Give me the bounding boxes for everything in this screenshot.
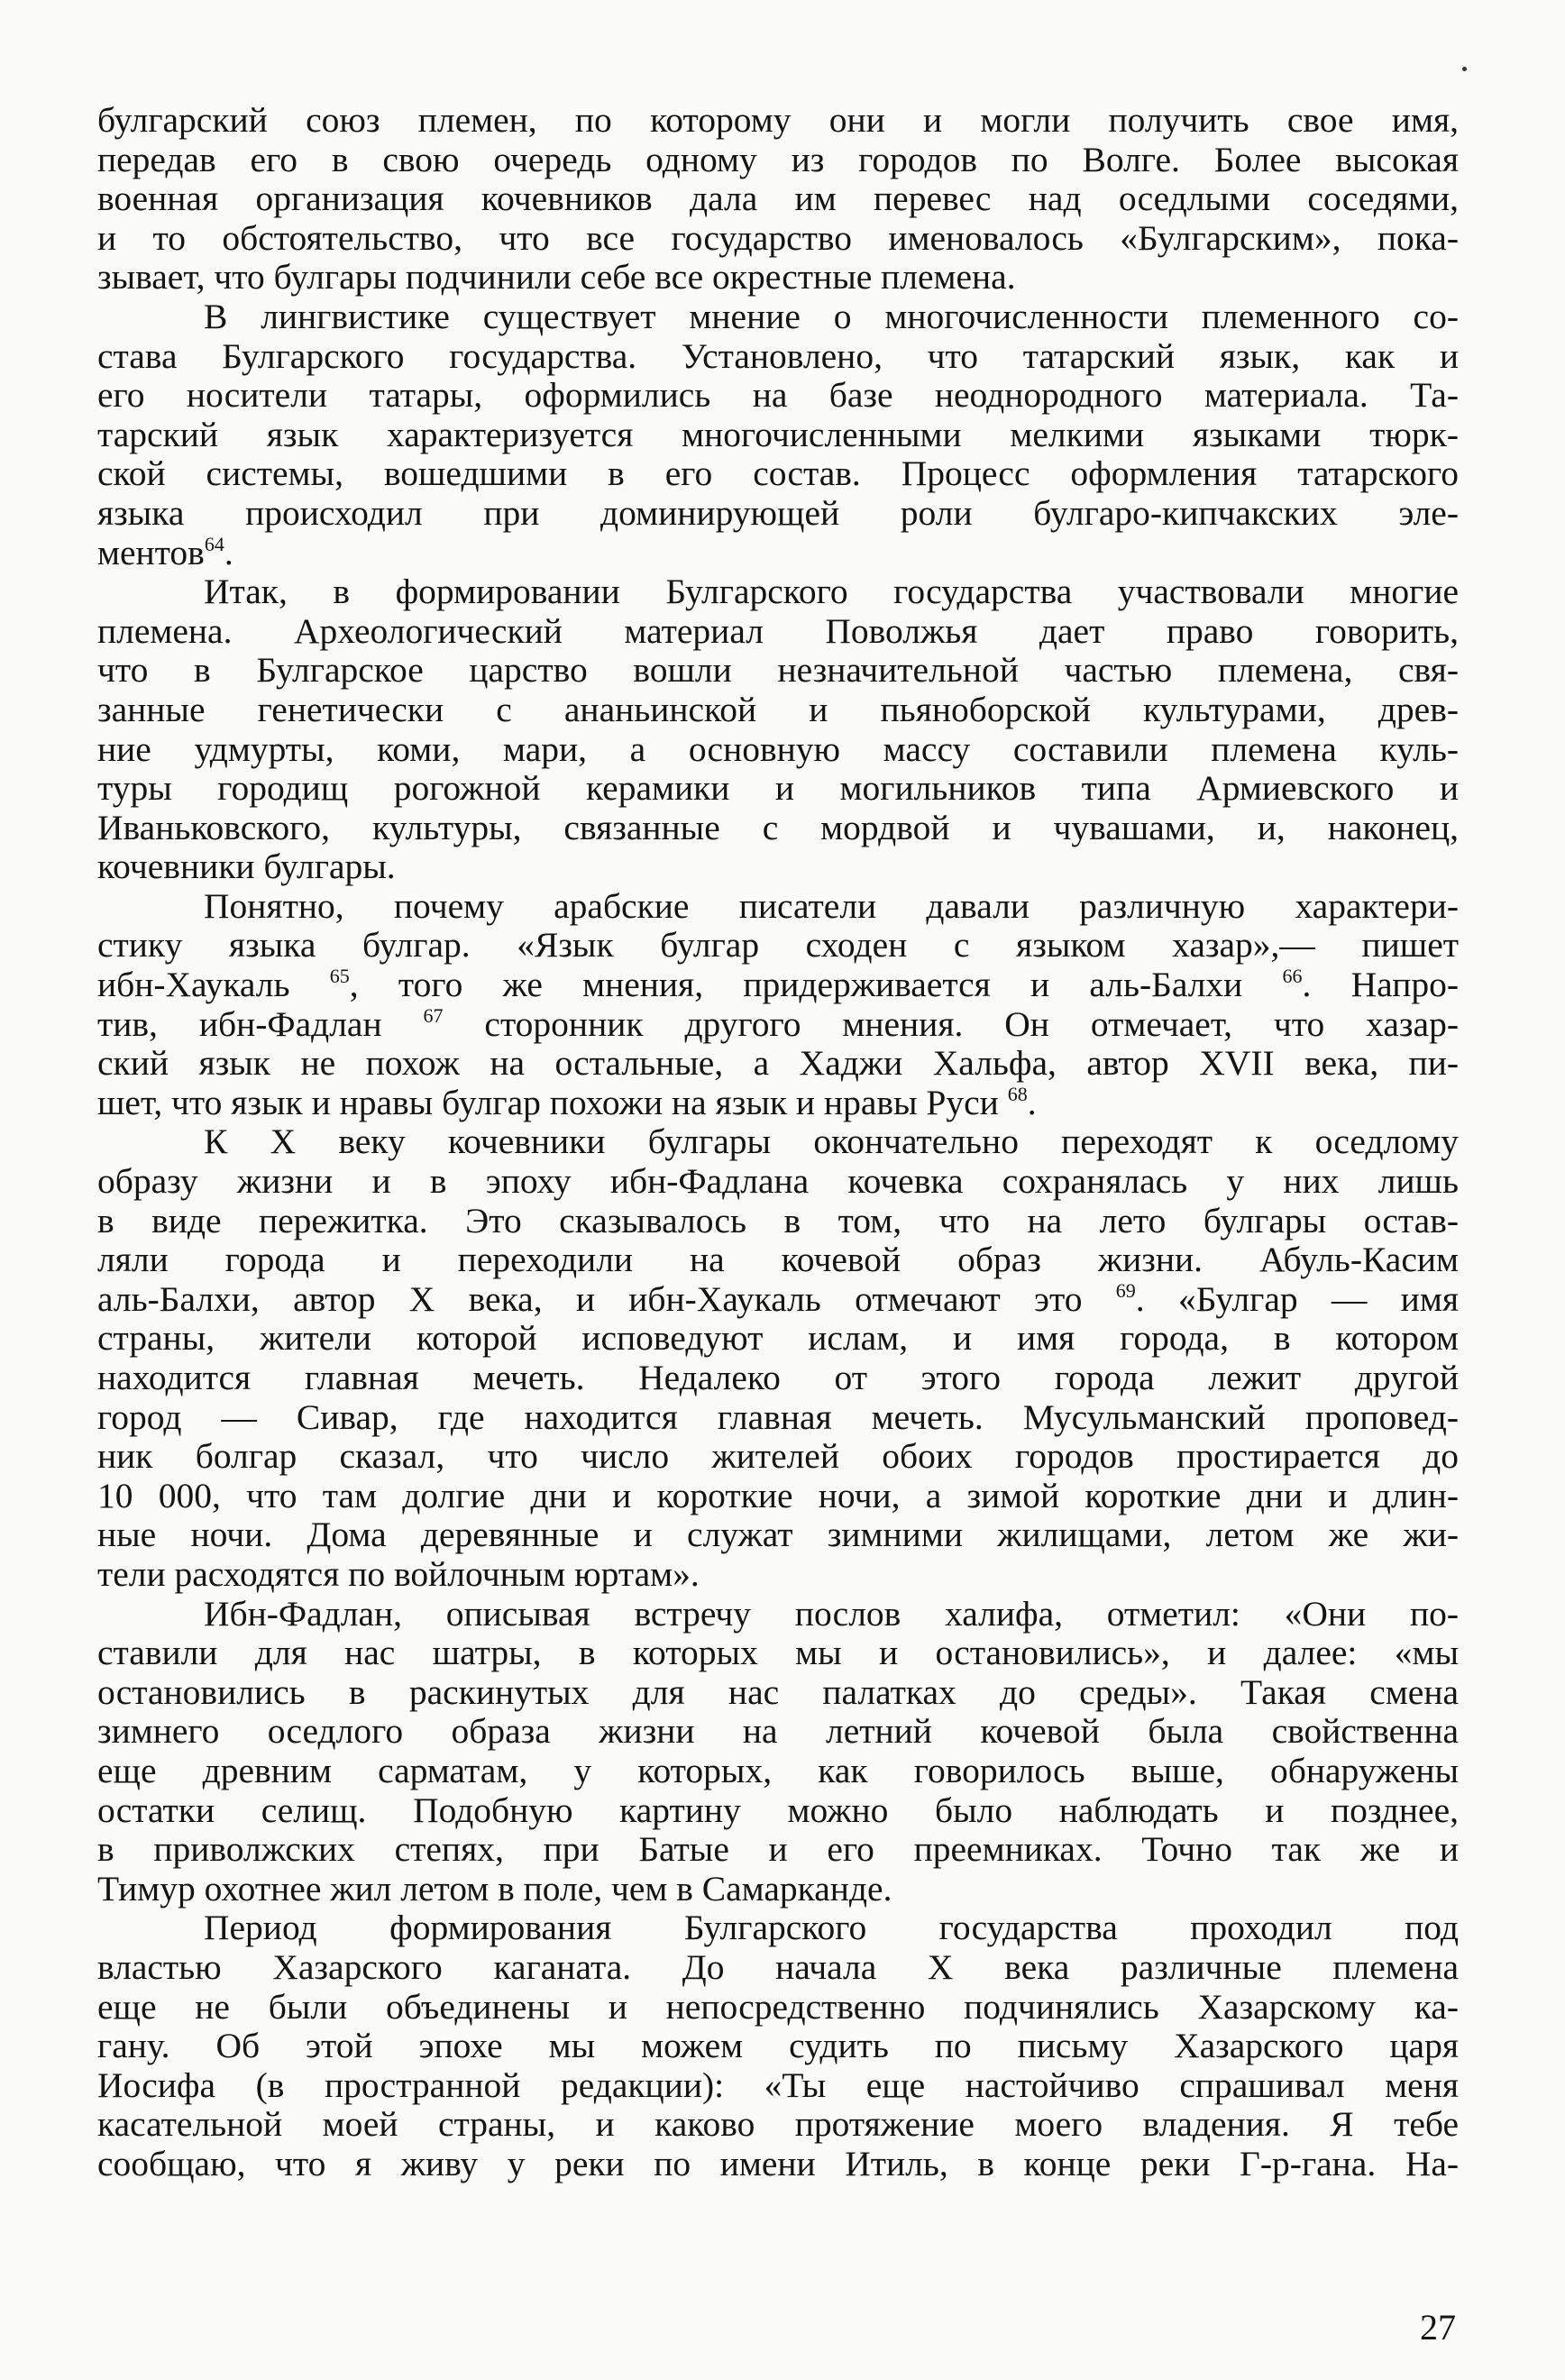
text-line: Период формирования Булгарского государства проходил под	[204, 1908, 1459, 1948]
paragraph	[97, 1595, 1459, 1909]
text-line: племена. Археологический материал Поволжья дает право говорить,	[97, 610, 1459, 651]
footnote-marker: 69	[1115, 1278, 1136, 1302]
text-line: ской системы, вошедшими в его состав. Процесс оформления татарского	[97, 453, 1459, 494]
text-line: ибн-Хаукаль $^{65}$, того же мнения, придерживается и аль-Балхи $^{66}$. Напро-	[97, 965, 1459, 1005]
text-line: его носители татары, оформились на базе неоднородного материала. Та-	[97, 375, 1459, 416]
text-line: Иосифа (в пространной редакции): «Ты еще настойчиво спрашивал меня	[97, 2064, 1459, 2105]
text-line: ский язык не похож на остальные, а Хаджи Хальфа, автор XVII века, пи-	[97, 1043, 1459, 1084]
text-line: тарский язык характеризуется многочисленными мелкими языками тюрк-	[97, 414, 1459, 454]
paragraph	[97, 101, 1459, 298]
text-line: властью Хазарского каганата. До начала X века различные племена	[97, 1946, 1459, 1987]
text-line: аль-Балхи, автор X века, и ибн-Хаукаль отмечают это $^{69}$. «Булгар — имя	[97, 1278, 1459, 1319]
paragraph	[97, 1909, 1459, 2183]
text-line: занные генетически с ананьинской и пьяноборской культурами, древ-	[97, 689, 1459, 729]
paragraph	[97, 1122, 1459, 1594]
footnote-marker: 64	[204, 532, 224, 555]
text-line: передав его в свою очередь одному из городов по Волге. Более высокая	[97, 139, 1459, 179]
text-line: туры городищ рогожной керамики и могильников типа Армиевского и	[97, 768, 1459, 809]
text-line: языка происходил при доминирующей роли булгаро-кипчакских эле-	[97, 492, 1459, 533]
text-column	[97, 101, 1459, 2183]
text-line: кочевники булгары.	[97, 847, 396, 887]
text-line: става Булгарского государства. Установлено, что татарский язык, как и	[97, 335, 1459, 376]
footnote-marker: 68	[1007, 1082, 1028, 1105]
text-line: тели расходятся по войлочным юртам».	[97, 1553, 700, 1594]
footnote-marker: 67	[423, 1003, 444, 1027]
footnote-marker: 66	[1282, 965, 1303, 988]
text-line: еще древним сарматам, у которых, как говорилось выше, обнаружены	[97, 1750, 1459, 1790]
text-line: К X веку кочевники булгары окончательно переходят к оседлому	[204, 1121, 1459, 1162]
text-line: В лингвистике существует мнение о многочисленности племенного со-	[204, 296, 1459, 336]
text-line: ляли города и переходили на кочевой образ жизни. Абуль-Касим	[97, 1240, 1459, 1280]
text-line: шет, что язык и нравы булгар похожи на язык и нравы Руси $^{68}$.	[97, 1082, 1037, 1122]
text-line: страны, жители которой исповедуют ислам, и имя города, в котором	[97, 1318, 1459, 1359]
paragraph	[97, 298, 1459, 572]
text-line: 10 000, что там долгие дни и короткие ночи, а зимой короткие дни и длин-	[97, 1475, 1459, 1515]
text-line: военная организация кочевников дала им перевес над оседлыми соседями,	[97, 178, 1459, 219]
text-line: Тимур охотнее жил летом в поле, чем в Самарканде.	[97, 1868, 892, 1909]
text-line: образу жизни и в эпоху ибн-Фадлана кочевка сохранялась у них лишь	[97, 1161, 1459, 1202]
text-line: ментов$^{64}$.	[97, 532, 233, 572]
text-line: находится главная мечеть. Недалеко от этого города лежит другой	[97, 1358, 1459, 1397]
text-line: Ибн-Фадлан, описывая встречу послов халифа, отметил: «Они по-	[204, 1593, 1459, 1634]
text-line: сообщаю, что я живу у реки по имени Итиль, в конце реки Г-р-гана. На-	[97, 2143, 1459, 2183]
footnote-marker: 65	[329, 965, 350, 988]
text-line: остановились в раскинутых для нас палатках до среды». Такая смена	[97, 1671, 1459, 1712]
text-line: касательной моей страны, и каково протяжение моего владения. Я тебе	[97, 2104, 1459, 2145]
text-line: зимнего оседлого образа жизни на летний кочевой была свойственна	[97, 1711, 1459, 1752]
text-line: в виде пережитка. Это сказывалось в том, что на лето булгары остав-	[97, 1200, 1459, 1240]
text-line: ставили для нас шатры, в которых мы и остановились», и далее: «мы	[97, 1633, 1459, 1673]
text-line: Иваньковского, культуры, связанные с мордвой и чувашами, и, наконец,	[97, 807, 1459, 847]
print-speck	[1462, 67, 1467, 71]
text-line: гану. Об этой эпохе мы можем судить по письму Хазарского царя	[97, 2026, 1459, 2066]
text-line: ник болгар сказал, что число жителей обоих городов простирается до	[97, 1436, 1459, 1477]
text-line: что в Булгарское царство вошли незначительной частью племена, свя-	[97, 650, 1459, 691]
text-line: зывает, что булгары подчинили себе все окрестные племена.	[97, 257, 1016, 298]
text-line: ные ночи. Дома деревянные и служат зимними жилищами, летом же жи-	[97, 1515, 1459, 1555]
paragraph	[97, 887, 1459, 1123]
page-number: 27	[1420, 2307, 1456, 2348]
paragraph	[97, 572, 1459, 887]
text-line: остатки селищ. Подобную картину можно было наблюдать и позднее,	[97, 1790, 1459, 1830]
text-line: Итак, в формировании Булгарского государства участвовали многие	[204, 572, 1459, 612]
text-line: в приволжских степях, при Батые и его преемниках. Точно так же и	[97, 1829, 1459, 1870]
text-line: и то обстоятельство, что все государство именовалось «Булгарским», пока-	[97, 217, 1459, 258]
text-line: еще не были объединены и непосредственно подчинялись Хазарскому ка-	[97, 1986, 1459, 2027]
text-line: тив, ибн-Фадлан $^{67}$ сторонник другого мнения. Он отмечает, что хазар-	[97, 1003, 1459, 1044]
text-line: стику языка булгар. «Язык булгар сходен с языком хазар»,— пишет	[97, 925, 1459, 966]
text-line: город — Сивар, где находится главная мечеть. Мусульманский проповед-	[97, 1396, 1459, 1437]
text-line: ние удмурты, коми, мари, а основную массу составили племена куль-	[97, 728, 1459, 769]
text-line: булгарский союз племен, по которому они и могли получить свое имя,	[97, 100, 1459, 140]
text-line: Понятно, почему арабские писатели давали различную характери-	[204, 885, 1459, 926]
